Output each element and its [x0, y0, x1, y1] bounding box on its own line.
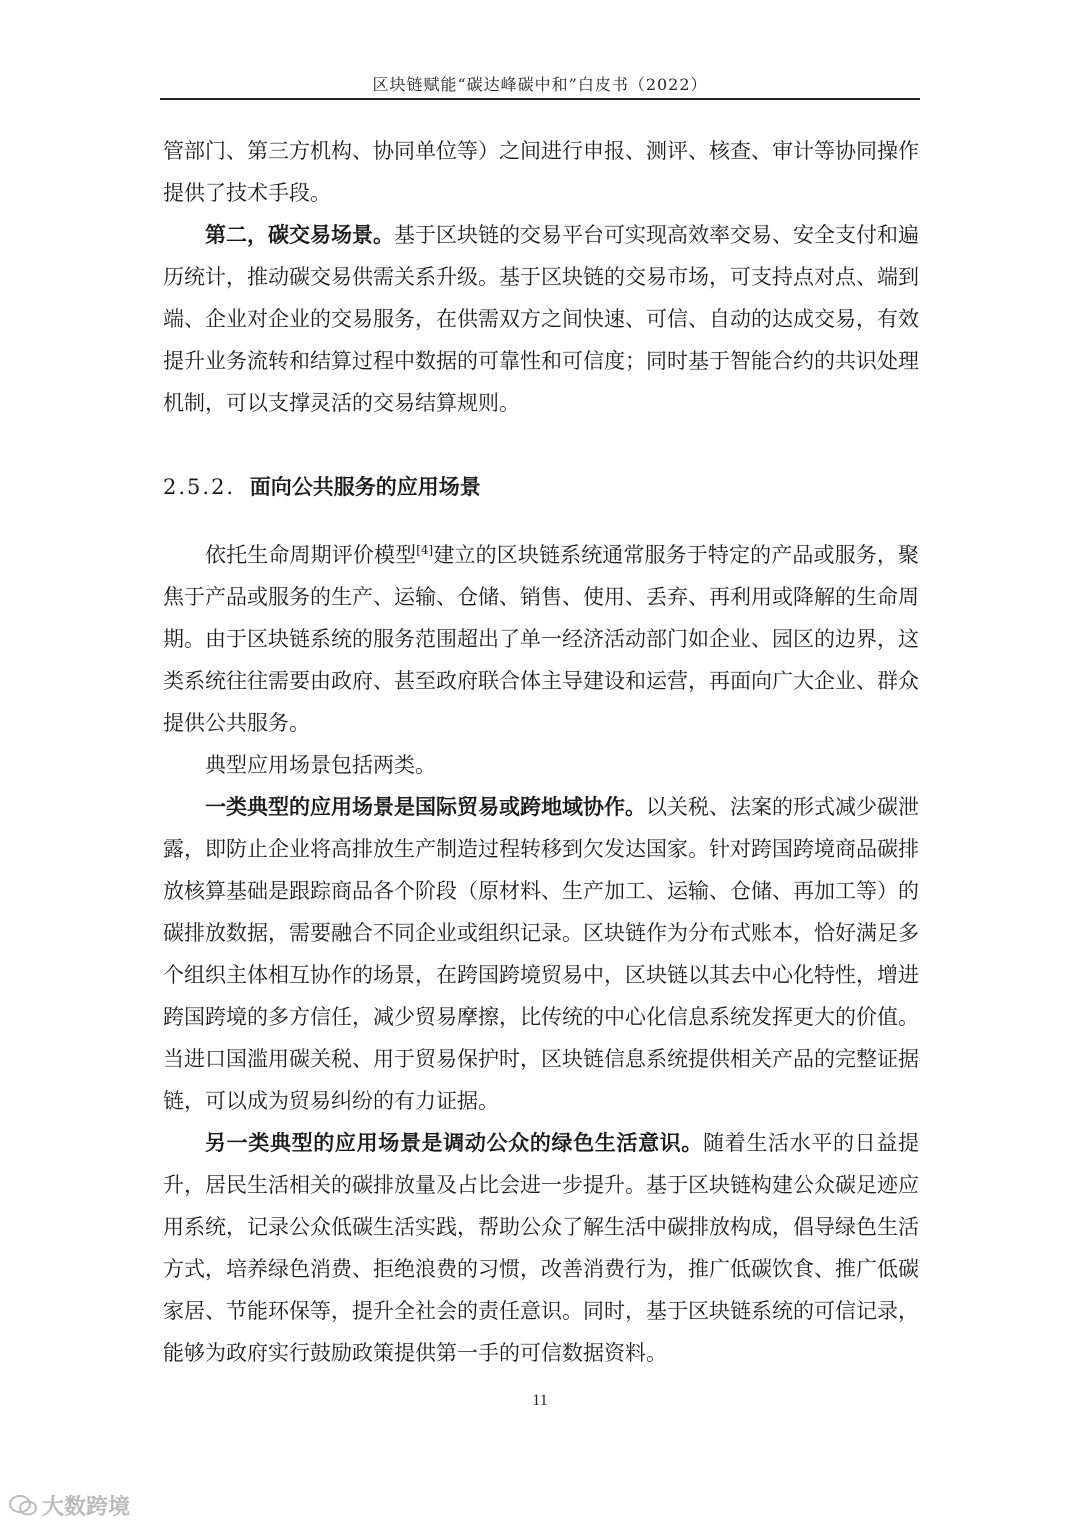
- paragraph-green-life: [163, 1122, 919, 1374]
- section-title: 面向公共服务的应用场景: [249, 474, 481, 499]
- header-rule: [160, 98, 920, 100]
- paragraph-lead-bold: 第二，碳交易场景。: [205, 222, 394, 247]
- page-number: 11: [532, 1392, 548, 1409]
- paragraph-lifecycle: [163, 534, 919, 744]
- citation-ref: [4]: [416, 543, 434, 557]
- page-body: [163, 130, 919, 1374]
- paragraph-text: 基于区块链的交易平台可实现高效率交易、安全支付和遍历统计，推动碳交易供需关系升级。基于区块链的交易市场，可支持点对点、端到端、企业对企业的交易服务，在供需双方之间快速、可信、自动的达成交易，有效提升业务流转和结算过程中数据的可靠性和可信度；同时基于智能合约的共识处理机制，可以支撑灵活的交易结算规则。: [163, 223, 919, 415]
- watermark: [8, 1490, 130, 1521]
- chat-bubble-icon: [8, 1493, 38, 1519]
- paragraph-lead-bold: 一类典型的应用场景是国际贸易或跨地域协作。: [205, 794, 646, 819]
- paragraph-lead-bold: 另一类典型的应用场景是调动公众的绿色生活意识。: [205, 1130, 704, 1155]
- paragraph-two-types: 典型应用场景包括两类。: [205, 753, 436, 777]
- section-number: 2.5.2.: [163, 475, 236, 499]
- paragraph-text: 随着生活水平的日益提升，居民生活相关的碳排放量及占比会进一步提升。基于区块链构建公众碳足迹应用系统，记录公众低碳生活实践，帮助公众了解生活中碳排放构成，倡导绿色生活方式，培养绿色消费、拒绝浪费的习惯，改善消费行为，推广低碳饮食、推广低碳家居、节能环保等，提升全社会的责任意识。同时，基于区块链系统的可信记录，能够为政府实行鼓励政策提供第一手的可信数据资料。: [163, 1131, 919, 1365]
- paragraph-text: 以关税、法案的形式减少碳泄露，即防止企业将高排放生产制造过程转移到欠发达国家。针对跨国跨境商品碳排放核算基础是跟踪商品各个阶段（原材料、生产加工、运输、仓储、再加工等）的碳排放数据，需要融合不同企业或组织记录。区块链作为分布式账本，恰好满足多个组织主体相互协作的场景，在跨国跨境贸易中，区块链以其去中心化特性，增进跨国跨境的多方信任，减少贸易摩擦，比传统的中心化信息系统发挥更大的价值。当进口国滥用碳关税、用于贸易保护时，区块链信息系统提供相关产品的完整证据链，可以成为贸易纠纷的有力证据。: [163, 795, 919, 1113]
- paragraph-carbon-trading: [163, 214, 919, 424]
- watermark-text: 大数跨境: [42, 1495, 131, 1520]
- paragraph-text: 建立的区块链系统通常服务于特定的产品或服务，聚焦于产品或服务的生产、运输、仓储、销售、使用、丢弃、再利用或降解的生命周期。由于区块链系统的服务范围超出了单一经济活动部门如企业、园区的边界，这类系统往往需要由政府、甚至政府联合体主导建设和运营，再面向广大企业、群众提供公共服务。: [163, 543, 920, 735]
- paragraph-text: 依托生命周期评价模型: [205, 543, 417, 567]
- section-heading: [163, 466, 919, 508]
- running-header: 区块链赋能“碳达峰碳中和”白皮书（2022）: [372, 75, 708, 94]
- paragraph-continuation: 管部门、第三方机构、协同单位等）之间进行申报、测评、核查、审计等协同操作提供了技术手段。: [163, 139, 919, 205]
- paragraph-international-trade: [163, 786, 919, 1122]
